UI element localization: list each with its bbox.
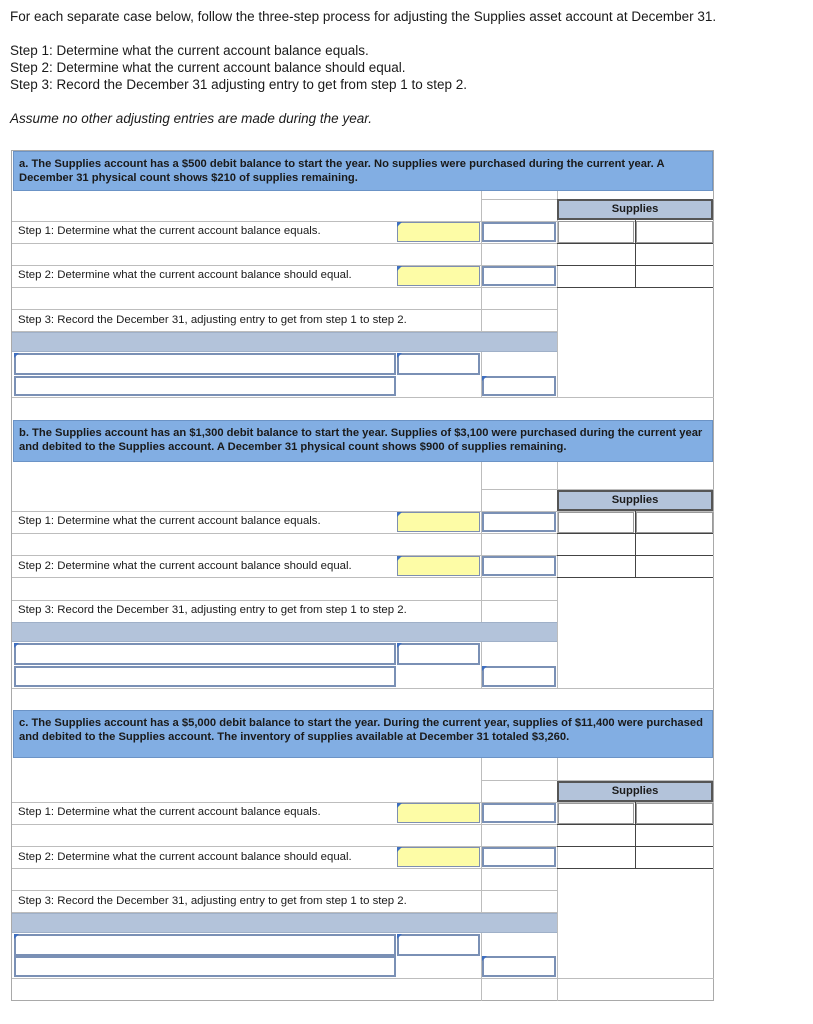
case-c-journal-debit-1[interactable] [397, 934, 480, 956]
case-c-journal-account-1[interactable] [14, 934, 396, 956]
case-c-step-1-amount-input[interactable] [482, 803, 556, 823]
case-a-step-2-account-select[interactable] [397, 266, 480, 286]
case-c-journal-header [12, 913, 557, 933]
instructions-step-1: Step 1: Determine what the current account balance equals. [10, 43, 369, 58]
case-c-journal-account-2[interactable] [14, 956, 396, 977]
case-b-step-1-label: Step 1: Determine what the current account balance equals. [18, 515, 321, 527]
case-c-step-1-label: Step 1: Determine what the current account balance equals. [18, 806, 321, 818]
case-c-supplies-taccount-header: Supplies [557, 781, 713, 802]
case-c-taccount-debit-1[interactable] [558, 803, 634, 824]
case-b-journal-credit-1[interactable] [482, 666, 556, 687]
case-a-journal-credit-1[interactable] [482, 376, 556, 396]
case-b-taccount-credit-1[interactable] [636, 512, 713, 533]
case-c-journal-credit-1[interactable] [482, 956, 556, 977]
case-a-step-1-amount-input[interactable] [482, 222, 556, 242]
case-b-step-2-account-select[interactable] [397, 556, 480, 576]
case-a-step-2-amount-input[interactable] [482, 266, 556, 286]
case-b-journal-debit-1[interactable] [397, 643, 480, 665]
case-c-step-2-label: Step 2: Determine what the current account balance should equal. [18, 851, 352, 863]
case-a-step-1-account-select[interactable] [397, 222, 480, 242]
case-a-journal-debit-1[interactable] [397, 353, 480, 375]
case-c-description: c. The Supplies account has a $5,000 debit balance to start the year. During the current year, supplies of $11,400 were purchased and debited to the Supplies account. The inventory of supplies available at December 31 totaled $3,260. [13, 710, 713, 758]
case-a-step-2-label: Step 2: Determine what the current account balance should equal. [18, 269, 352, 281]
case-c-step-1-account-select[interactable] [397, 803, 480, 823]
instructions-line: For each separate case below, follow the three-step process for adjusting the Supplies asset account at December 31. [10, 9, 717, 24]
case-b-journal-account-2[interactable] [14, 666, 396, 687]
instructions-step-3: Step 3: Record the December 31 adjusting entry to get from step 1 to step 2. [10, 77, 468, 92]
case-b-step-2-label: Step 2: Determine what the current account balance should equal. [18, 560, 352, 572]
case-b-step-1-amount-input[interactable] [482, 512, 556, 532]
case-a-taccount-credit-1[interactable] [636, 221, 713, 243]
case-a-supplies-taccount-header: Supplies [557, 199, 713, 220]
case-b-step-2-amount-input[interactable] [482, 556, 556, 576]
case-b-taccount-debit-1[interactable] [558, 512, 634, 533]
case-b-journal-header [12, 622, 557, 642]
case-a-journal-header [12, 332, 557, 352]
case-c-step-3-label: Step 3: Record the December 31, adjusting entry to get from step 1 to step 2. [18, 895, 407, 907]
case-a-taccount-debit-1[interactable] [558, 221, 634, 243]
case-a-step-3-label: Step 3: Record the December 31, adjusting entry to get from step 1 to step 2. [18, 314, 407, 326]
case-b-step-3-label: Step 3: Record the December 31, adjusting entry to get from step 1 to step 2. [18, 604, 407, 616]
instructions [10, 8, 805, 127]
case-b-description: b. The Supplies account has an $1,300 debit balance to start the year. Supplies of $3,100 were purchased during the current year and debited to the Supplies account. A December 31 physical count shows $900 of supplies remaining. [13, 420, 713, 462]
case-a-journal-account-1[interactable] [14, 353, 396, 375]
case-c-taccount-credit-1[interactable] [636, 803, 713, 824]
case-b-step-1-account-select[interactable] [397, 512, 480, 532]
instructions-assumption: Assume no other adjusting entries are made during the year. [10, 111, 372, 126]
case-a-description: a. The Supplies account has a $500 debit balance to start the year. No supplies were purchased during the current year. A December 31 physical count shows $210 of supplies remaining. [13, 151, 713, 191]
case-a-journal-account-2[interactable] [14, 376, 396, 396]
instructions-step-2: Step 2: Determine what the current account balance should equal. [10, 60, 406, 75]
case-b-journal-account-1[interactable] [14, 643, 396, 665]
case-a-step-1-label: Step 1: Determine what the current account balance equals. [18, 225, 321, 237]
case-b-supplies-taccount-header: Supplies [557, 490, 713, 511]
case-c-step-2-account-select[interactable] [397, 847, 480, 867]
case-c-step-2-amount-input[interactable] [482, 847, 556, 867]
